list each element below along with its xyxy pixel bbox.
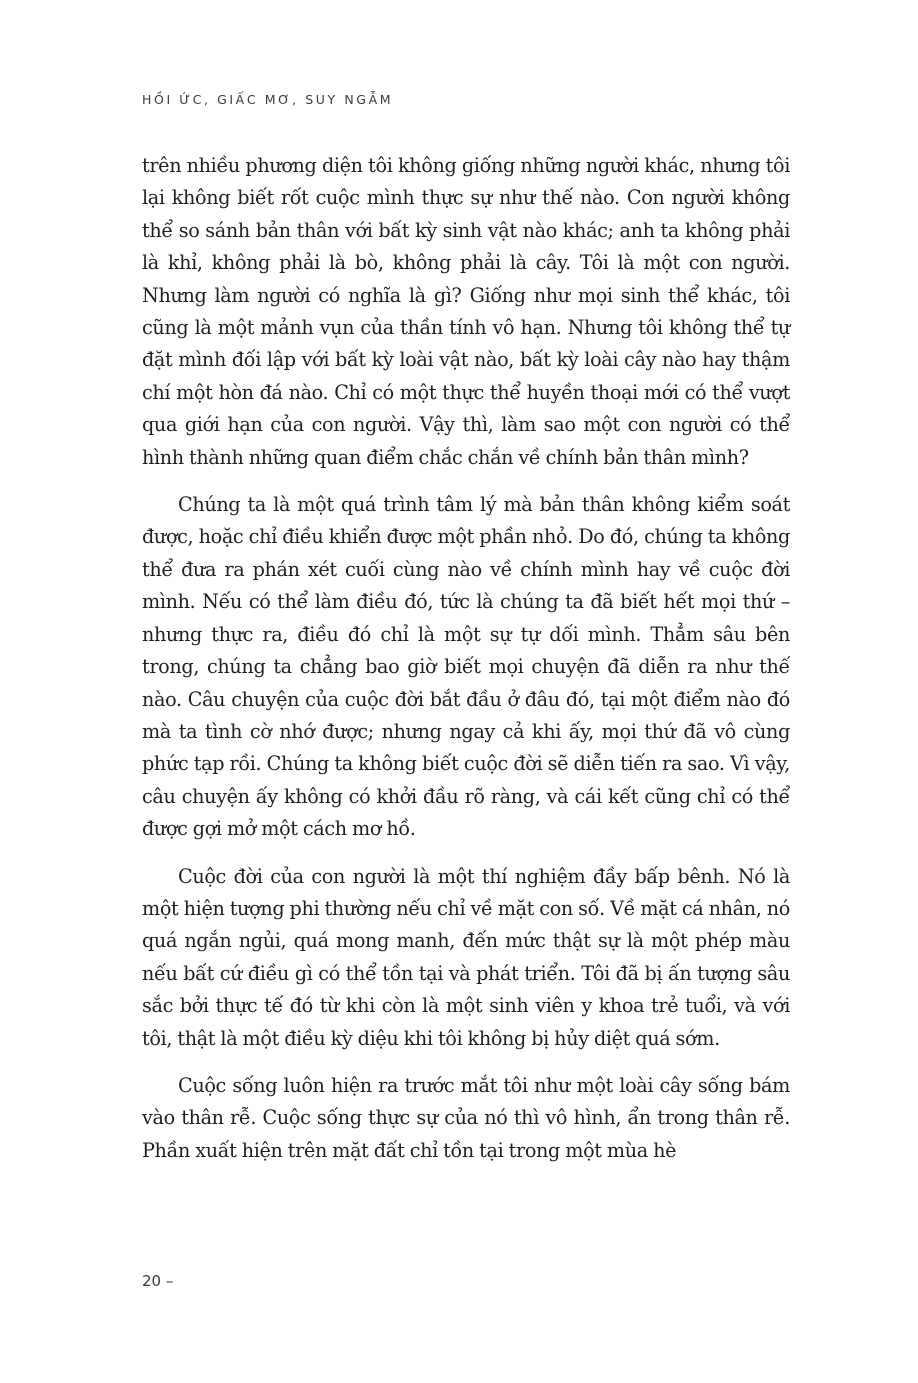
- paragraph: Cuộc sống luôn hiện ra trước mắt tôi như một loài cây sống bám vào thân rễ. Cuộc sống thực sự của nó thì vô hình, ẩn trong thân rễ. Phần xuất hiện trên mặt đất chỉ tồn tại trong một mùa hè: [142, 1073, 790, 1162]
- paragraph: trên nhiều phương diện tôi không giống những người khác, nhưng tôi lại không biết rốt cuộc mình thực sự như thế nào. Con người không thể so sánh bản thân với bất kỳ sinh vật nào khác; anh ta không phải là khỉ, không phải là bò, không phải là cây. Tôi là một con người. Nhưng làm người có nghĩa là gì? Giống như mọi sinh thể khác, tôi cũng là một mảnh vụn của thần tính vô hạn. Nhưng tôi không thể tự đặt mình đối lập với bất kỳ loài vật nào, bất kỳ loài cây nào hay thậm chí một hòn đá nào. Chỉ có một thực thể huyền thoại mới có thể vượt qua giới hạn của con người. Vậy thì, làm sao một con người có thể hình thành những quan điểm chắc chắn về chính bản thân mình?: [142, 154, 790, 469]
- page-number: 20 –: [142, 1272, 174, 1290]
- paragraph: Chúng ta là một quá trình tâm lý mà bản thân không kiểm soát được, hoặc chỉ điều khiển được một phần nhỏ. Do đó, chúng ta không thể đưa ra phán xét cuối cùng nào về chính mình hay về cuộc đời mình. Nếu có thể làm điều đó, tức là chúng ta đã biết hết mọi thứ – nhưng thực ra, điều đó chỉ là một sự tự dối mình. Thẳm sâu bên trong, chúng ta chẳng bao giờ biết mọi chuyện đã diễn ra như thế nào. Câu chuyện của cuộc đời bắt đầu ở đâu đó, tại một điểm nào đó mà ta tình cờ nhớ được; nhưng ngay cả khi ấy, mọi thứ đã vô cùng phức tạp rồi. Chúng ta không biết cuộc đời sẽ diễn tiến ra sao. Vì vậy, câu chuyện ấy không có khởi đầu rõ ràng, và cái kết cũng chỉ có thể được gợi mở một cách mơ hồ.: [142, 493, 790, 841]
- paragraph: Cuộc đời của con người là một thí nghiệm đầy bấp bênh. Nó là một hiện tượng phi thường nếu chỉ về mặt con số. Về mặt cá nhân, nó quá ngắn ngủi, quá mong manh, đến mức thật sự là một phép màu nếu bất cứ điều gì có thể tồn tại và phát triển. Tôi đã bị ấn tượng sâu sắc bởi thực tế đó từ khi còn là một sinh viên y khoa trẻ tuổi, và với tôi, thật là một điều kỳ diệu khi tôi không bị hủy diệt quá sớm.: [142, 864, 790, 1050]
- body-text: [142, 150, 790, 1167]
- running-header: HỒI ỨC, GIẤC MƠ, SUY NGẪM: [142, 92, 394, 107]
